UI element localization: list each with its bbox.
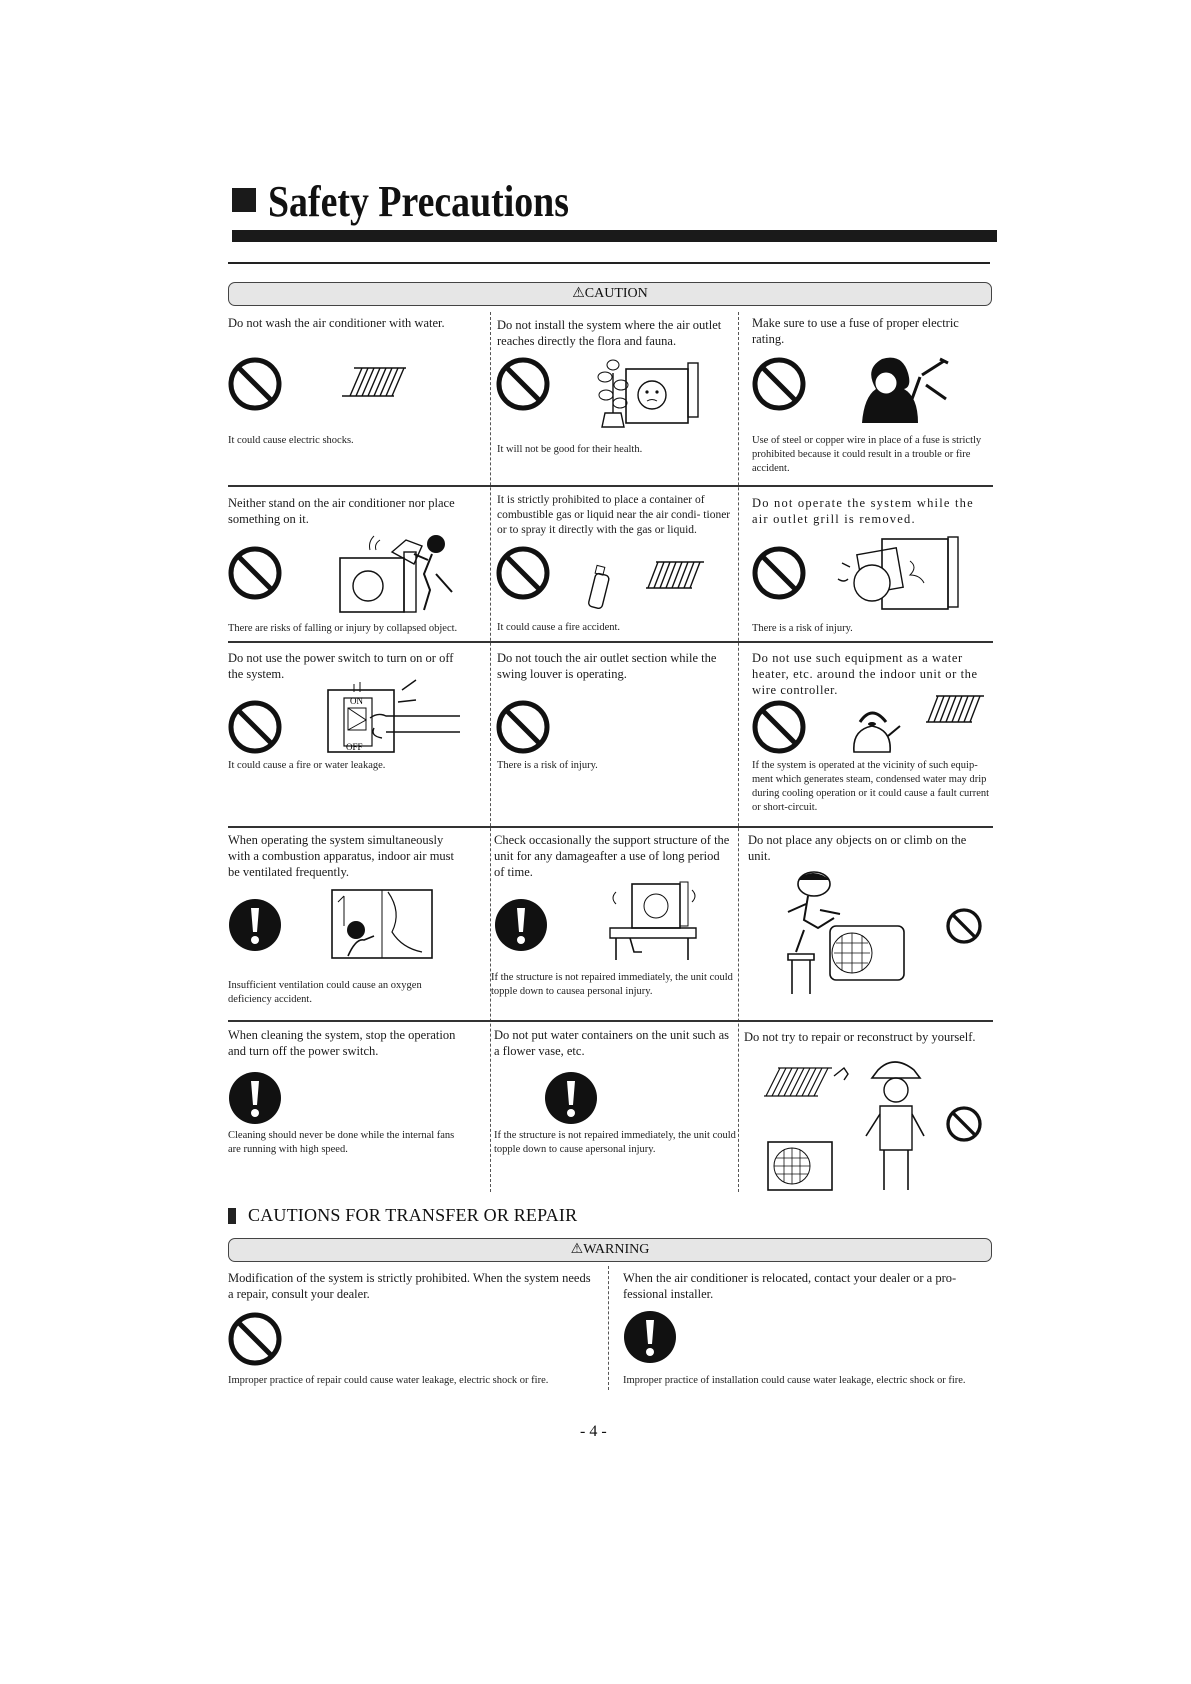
column-divider [490, 312, 491, 1192]
consequence-text: It will not be good for their health. [497, 444, 643, 455]
caution-text: Do not use the power switch to turn on or off the system. [228, 651, 454, 681]
warning-banner [228, 1238, 992, 1262]
page-number: - 4 - [580, 1423, 607, 1440]
caution-text: Neither stand on the air conditioner nor place something on it. [228, 496, 455, 526]
row-divider [228, 1020, 993, 1022]
row-divider [228, 485, 993, 487]
mandatory-icon [494, 898, 548, 952]
warning-text: When the air conditioner is relocated, contact your dealer or a pro- fessional installer. [623, 1271, 957, 1301]
row-divider [228, 826, 993, 828]
switch-on-label: ON [350, 696, 363, 706]
consequence-text: Use of steel or copper wire in place of a fuse is strictly prohibited because it could result in a trouble or fire accident. [752, 435, 982, 474]
consequence-text: If the structure is not repaired immediately, the unit could topple down to cause apersonal injury. [494, 1130, 736, 1155]
title-square-icon [232, 188, 256, 212]
power-switch-icon [326, 678, 466, 754]
caution-text: When operating the system simultaneously with a combustion apparatus, indoor air must be ventilated frequently. [228, 833, 455, 879]
prohibited-icon [752, 700, 806, 754]
switch-off-label: OFF [346, 742, 363, 752]
prohibited-icon [228, 700, 282, 754]
caution-text: Do not put water containers on the unit such as a flower vase, etc. [494, 1028, 730, 1058]
window-ventilation-icon [326, 886, 438, 966]
consequence-text: It could cause a fire or water leakage. [228, 760, 386, 771]
caution-text: When cleaning the system, stop the operation and turn off the power switch. [228, 1028, 456, 1058]
gas-spray-icon [642, 560, 706, 590]
consequence-text: There is a risk of injury. [752, 623, 853, 634]
plant-and-unit-icon [596, 355, 706, 433]
person-on-unit-icon [336, 530, 460, 614]
consequence-text: Insufficient ventilation could cause an oxygen deficiency accident. [228, 980, 422, 1005]
page-title: Safety Precautions [268, 177, 569, 226]
caution-banner [228, 282, 992, 306]
support-stand-icon [604, 880, 698, 962]
spray-can-icon [586, 560, 614, 612]
consequence-text: There is a risk of injury. [497, 760, 598, 771]
column-divider [738, 312, 739, 1192]
prohibited-icon [496, 546, 550, 600]
section-title: CAUTIONS FOR TRANSFER OR REPAIR [248, 1205, 578, 1225]
section-marker-icon [228, 1208, 236, 1224]
consequence-text: Cleaning should never be done while the internal fans are running with high speed. [228, 1130, 455, 1155]
caution-label: CAUTION [584, 286, 648, 301]
prohibited-icon [496, 357, 550, 411]
prohibited-icon [752, 357, 806, 411]
mandatory-icon [228, 898, 282, 952]
consequence-text: If the structure is not repaired immediately, the unit could topple down to causea personal injury. [491, 972, 733, 997]
consequence-text: If the system is operated at the vicinity of such equip- ment which generates steam, condensed water may drip during cooling operation or it could cause a fault current or short-circuit. [752, 760, 990, 813]
consequence-text: Improper practice of installation could cause water leakage, electric shock or fire. [623, 1375, 966, 1386]
consequence-text: It could cause electric shocks. [228, 435, 354, 446]
caution-text: It is strictly prohibited to place a container of combustible gas or liquid near the air condi- tioner or to spray it directly with the gas or liquid. [497, 494, 731, 536]
prohibited-icon [752, 546, 806, 600]
warning-label: WARNING [583, 1242, 650, 1257]
caution-text: Make sure to use a fuse of proper electric rating. [752, 316, 959, 346]
repair-technician-icon [760, 1060, 940, 1196]
caution-text: Do not place any objects on or climb on the unit. [748, 833, 967, 863]
caution-text: Do not try to repair or reconstruct by yourself. [744, 1030, 976, 1044]
caution-text: Do not use such equipment as a water heater, etc. around the indoor unit or the wire controller. [752, 651, 978, 697]
consequence-text: Improper practice of repair could cause water leakage, electric shock or fire. [228, 1375, 549, 1386]
water-spray-icon [338, 366, 410, 398]
mandatory-icon [623, 1310, 677, 1364]
caution-text: Do not install the system where the air outlet reaches directly the flora and fauna. [497, 318, 722, 348]
warning-triangle-icon: ⚠ [572, 286, 585, 301]
steam-spray-icon [922, 694, 986, 724]
mandatory-icon [544, 1071, 598, 1125]
prohibited-icon [946, 1106, 982, 1142]
column-divider [608, 1266, 609, 1390]
caution-text: Check occasionally the support structure of the unit for any damageafter a use of long period of time. [494, 833, 730, 879]
prohibited-icon [228, 1312, 282, 1366]
caution-text: Do not operate the system while the air outlet grill is removed. [752, 496, 974, 526]
caution-text: Do not touch the air outlet section while the swing louver is operating. [497, 651, 717, 681]
removed-grill-icon [828, 533, 962, 613]
mandatory-icon [228, 1071, 282, 1125]
warning-text: Modification of the system is strictly prohibited. When the system needs a repair, consult your dealer. [228, 1271, 591, 1301]
title-underline-bar [232, 230, 997, 242]
warning-triangle-icon: ⚠ [570, 1242, 584, 1257]
prohibited-icon [496, 700, 550, 754]
title-rule [228, 262, 990, 264]
prohibited-icon [946, 908, 982, 944]
caution-text: Do not wash the air conditioner with water. [228, 316, 445, 330]
prohibited-icon [228, 357, 282, 411]
consequence-text: There are risks of falling or injury by collapsed object. [228, 623, 458, 634]
kettle-icon [846, 700, 902, 756]
consequence-text: It could cause a fire accident. [497, 622, 621, 633]
person-with-tools-icon [852, 355, 958, 425]
person-climbing-unit-icon [780, 864, 910, 996]
row-divider [228, 641, 993, 643]
prohibited-icon [228, 546, 282, 600]
